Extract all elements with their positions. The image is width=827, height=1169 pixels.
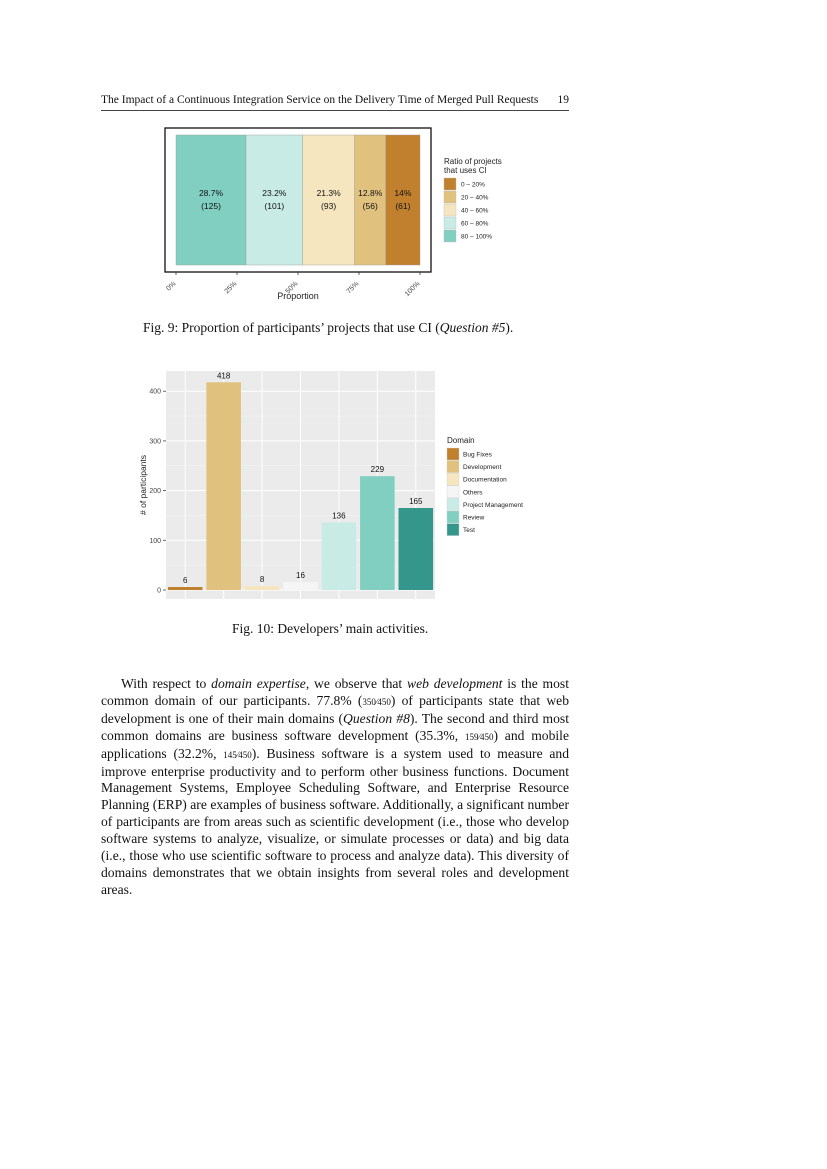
- legend-swatch: [444, 191, 456, 203]
- bar: [283, 582, 318, 590]
- paragraph-domain-expertise: [101, 676, 569, 899]
- legend-swatch: [447, 524, 459, 536]
- segment-count-label: (56): [362, 201, 378, 211]
- emphasis-text: Question #8: [343, 710, 410, 726]
- legend-swatch: [444, 217, 456, 229]
- figure-9-caption: [143, 320, 513, 336]
- legend-title: that uses CI: [444, 166, 487, 175]
- body-text-run: (i.e., those who use scientific software to process and analyze data). This diversity: [101, 848, 554, 864]
- x-tick-label: 75%: [345, 280, 361, 296]
- running-header-title: The Impact of a Continuous Integration Service on the Delivery Time of Merged Pull Requests: [101, 94, 539, 106]
- bar: [322, 522, 357, 590]
- body-paragraph: [101, 676, 569, 899]
- body-text-run: applications (32.2%,: [101, 745, 224, 761]
- body-text-run: areas.: [101, 881, 133, 897]
- legend-swatch: [447, 473, 459, 485]
- legend-title: Ratio of projects: [444, 157, 502, 166]
- body-text-run: ) and mobile: [493, 727, 569, 743]
- legend-swatch: [444, 178, 456, 190]
- emphasis-text: web development: [407, 676, 503, 691]
- proportion-segment: [246, 135, 303, 265]
- bar-value-label: 229: [370, 465, 385, 475]
- body-text-run: Planning (ERP) are examples of business software. Additionally, a significant number: [101, 797, 569, 813]
- proportion-chart: [150, 122, 530, 308]
- legend-swatch: [447, 511, 459, 523]
- segment-percent-label: 28.7%: [198, 188, 224, 198]
- segment-percent-label: 23.2%: [262, 188, 287, 198]
- y-axis-title: # of participants: [138, 454, 148, 516]
- legend-swatch: [447, 461, 459, 473]
- fraction-text: 350⁄450: [362, 696, 391, 707]
- legend-label: Documentation: [463, 476, 507, 484]
- figure-10: [130, 366, 540, 606]
- figure-9-caption-prefix: Fig. 9: Proportion of participants’ projects that use CI (: [143, 320, 440, 335]
- segment-count-label: (101): [264, 201, 285, 211]
- page-number: 19: [557, 94, 569, 106]
- figure-10-caption: Fig. 10: Developers’ main activities.: [232, 621, 429, 636]
- activities-bar-chart: [130, 366, 540, 606]
- body-text-run: software systems to analyze, visualize, or simulate processes or data) and big data: [101, 831, 569, 847]
- legend-label: Review: [463, 514, 485, 522]
- legend-label: 40 – 60%: [461, 207, 489, 215]
- body-text-run: is the most: [502, 676, 569, 691]
- figure-9-caption-question: Question #5: [439, 320, 506, 335]
- x-tick-label: 0%: [165, 280, 178, 293]
- legend-swatch: [444, 230, 456, 242]
- fraction-text: 145⁄450: [223, 749, 252, 760]
- y-tick-label: 0: [157, 587, 161, 595]
- legend-swatch: [444, 204, 456, 216]
- figure-9: [150, 122, 530, 308]
- y-tick-label: 300: [149, 438, 161, 446]
- body-text-run: With respect to: [121, 676, 212, 691]
- segment-percent-label: 21.3%: [316, 188, 341, 198]
- segment-percent-label: 12.8%: [358, 188, 383, 198]
- body-text-run: common domains are business software development (35.3%,: [101, 727, 465, 743]
- segment-count-label: (93): [321, 201, 337, 211]
- figure-9-caption-suffix: ).: [505, 320, 514, 335]
- x-tick-label: 100%: [403, 280, 422, 299]
- legend-label: Bug Fixes: [463, 451, 492, 459]
- x-axis-title: Proportion: [277, 291, 319, 301]
- emphasis-text: domain expertise: [211, 676, 306, 691]
- body-text-run: ). Business software is a system used to measure and: [251, 745, 569, 761]
- proportion-segment: [386, 135, 420, 265]
- segment-percent-label: 14%: [394, 188, 412, 198]
- legend-label: 20 – 40%: [461, 194, 489, 202]
- legend-label: Development: [463, 464, 502, 472]
- bar-value-label: 8: [259, 575, 265, 585]
- body-text-run: ) of participants state that web: [390, 692, 570, 708]
- legend-label: 80 – 100%: [461, 233, 493, 241]
- x-tick-label: 50%: [284, 280, 300, 296]
- bar: [206, 382, 241, 590]
- body-text-run: ). The second and third most: [409, 710, 569, 726]
- body-text-run: , we observe that: [305, 676, 408, 691]
- legend-title: Domain: [447, 436, 475, 445]
- body-text-run: of domains demonstrates that we obtain insights from several roles and development: [101, 848, 569, 880]
- bar: [398, 508, 433, 590]
- bar-value-label: 136: [332, 511, 346, 521]
- y-tick-label: 200: [149, 488, 161, 496]
- legend-label: 60 – 80%: [461, 220, 489, 228]
- legend-swatch: [447, 448, 459, 460]
- y-tick-label: 400: [149, 388, 161, 396]
- legend-label: Others: [463, 489, 483, 497]
- bar-value-label: 165: [409, 496, 423, 506]
- fraction-text: 159⁄450: [464, 731, 494, 742]
- proportion-segment: [176, 135, 246, 265]
- legend-label: 0 – 20%: [461, 181, 485, 189]
- body-text-run: common domain of our participants. 77.8% (: [101, 692, 363, 708]
- x-tick-label: 25%: [223, 280, 239, 296]
- bar: [360, 476, 395, 590]
- legend-label: Project Management: [463, 501, 523, 509]
- legend-swatch: [447, 498, 459, 510]
- bar-value-label: 6: [182, 576, 188, 586]
- legend-swatch: [447, 486, 459, 498]
- y-tick-label: 100: [149, 537, 161, 545]
- running-header: [101, 92, 569, 111]
- bar-value-label: 418: [216, 371, 231, 381]
- proportion-segment: [303, 135, 355, 265]
- body-text-run: Management Systems, Employee Scheduling Software, and Enterprise Resource: [101, 780, 569, 796]
- body-text-run: development is one of their main domains (: [101, 710, 344, 726]
- body-text-run: improve enterprise productivity and to perform other business functions. Document: [101, 763, 569, 779]
- segment-count-label: (61): [395, 201, 411, 211]
- bar: [245, 586, 280, 590]
- segment-count-label: (125): [201, 201, 221, 211]
- bar: [168, 587, 203, 590]
- legend-label: Test: [463, 527, 475, 535]
- body-text-run: of participants are from areas such as scientific development (i.e., those who develop: [101, 814, 569, 830]
- proportion-segment: [355, 135, 386, 265]
- bar-value-label: 16: [296, 571, 305, 581]
